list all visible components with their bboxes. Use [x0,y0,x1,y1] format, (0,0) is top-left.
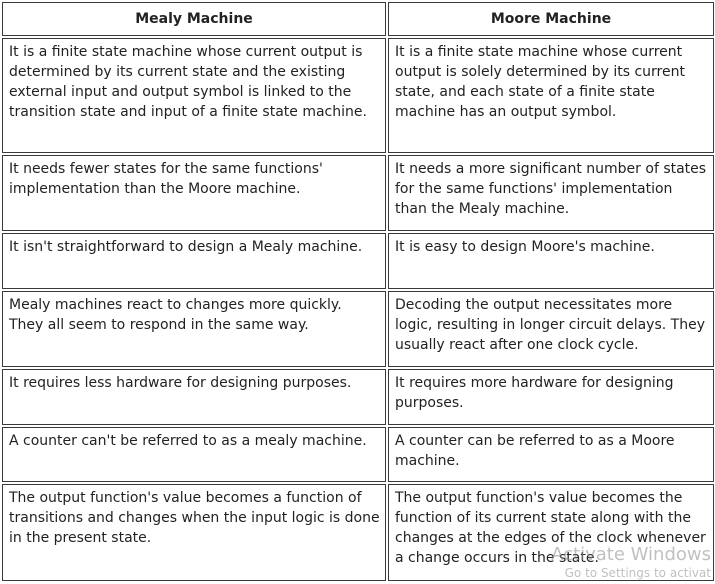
moore-cell: It is a finite state machine whose current output is solely determined by its current state, and each state of a finite state machine has an output symbol. [388,38,714,153]
mealy-cell: It requires less hardware for designing purposes. [2,369,386,425]
header-moore: Moore Machine [388,2,714,36]
moore-cell: It is easy to design Moore's machine. [388,233,714,289]
moore-cell: It requires more hardware for designing purposes. [388,369,714,425]
table-row [2,291,714,367]
header-mealy: Mealy Machine [2,2,386,36]
table-row [2,155,714,231]
mealy-cell: A counter can't be referred to as a mealy machine. [2,427,386,483]
mealy-cell: It is a finite state machine whose current output is determined by its current state and the existing external input and output symbol is linked to the transition state and input of a finite state machine. [2,38,386,153]
watermark-subtitle: Go to Settings to activat [564,566,711,580]
mealy-cell: The output function's value becomes a function of transitions and changes when the input logic is done in the present state. [2,484,386,581]
header-row [2,2,714,36]
watermark-title: Activate Windows [551,544,711,565]
table-row [2,427,714,483]
table-row [2,484,714,581]
mealy-cell: Mealy machines react to changes more quickly. They all seem to respond in the same way. [2,291,386,367]
moore-cell: It needs a more significant number of states for the same functions' implementation than the Mealy machine. [388,155,714,231]
moore-cell: A counter can be referred to as a Moore machine. [388,427,714,483]
table-row [2,38,714,153]
table-row [2,233,714,289]
moore-cell: Decoding the output necessitates more logic, resulting in longer circuit delays. They usually react after one clock cycle. [388,291,714,367]
moore-cell: The output function's value becomes the function of its current state along with the changes at the edges of the clock whenever a change occurs in the state. [388,484,714,581]
mealy-cell: It needs fewer states for the same functions' implementation than the Moore machine. [2,155,386,231]
table-row [2,369,714,425]
mealy-cell: It isn't straightforward to design a Mealy machine. [2,233,386,289]
